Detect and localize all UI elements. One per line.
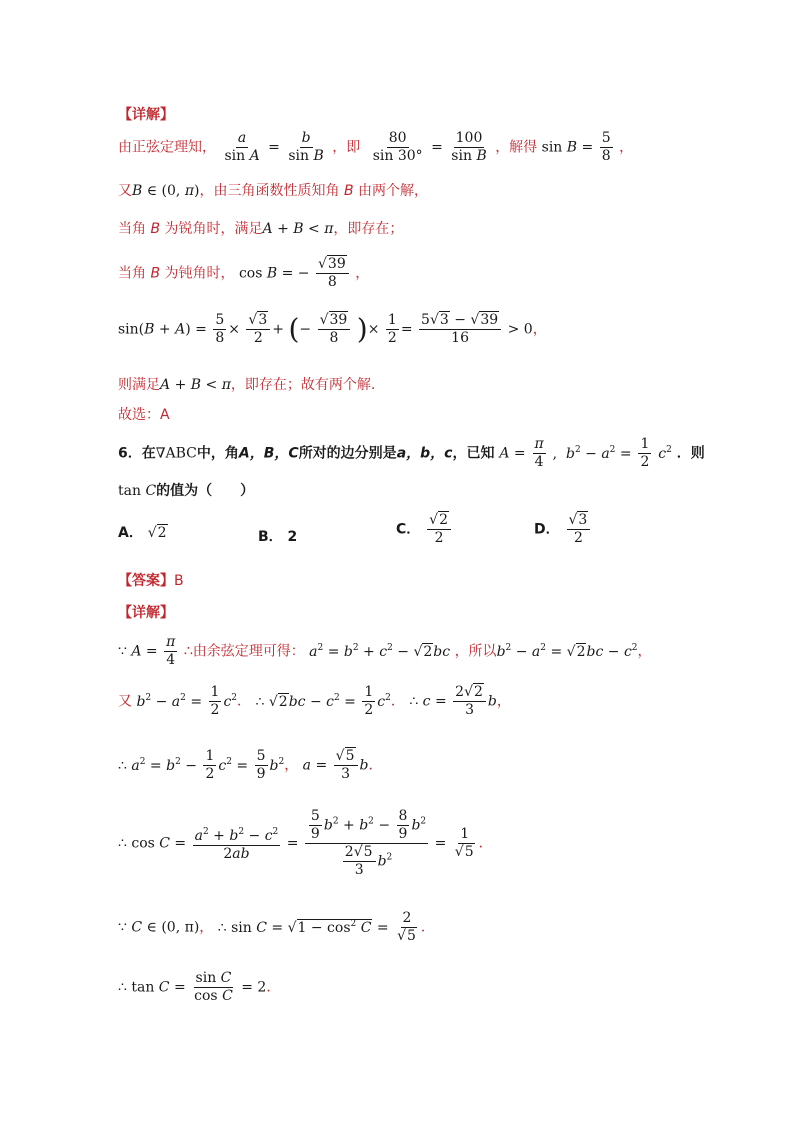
question-6-line-2: tan C的值为（ ）: [118, 483, 255, 499]
detail-label-1: 【详解】: [118, 107, 174, 123]
detail-answer-line: 故选：A: [118, 407, 170, 423]
option-c[interactable]: C． $\frac{√2}{2}$: [396, 512, 453, 547]
detail2-line-4-cosC: ∴ cos C = $\frac{a^2 + b^2 - c^2}{2ab}$ = $\frac{5}{9}$ $b^2 + b^2$ − $\frac{8}{9}$ $b^2$ $\frac{2√5}{3}$ $b^2$ = $\frac{1}{√5}$ ．: [118, 808, 493, 878]
option-d[interactable]: D． $\frac{√3}{2}$: [534, 512, 592, 547]
detail-line-5-formula: sin(B + A) = $\frac{5}{8}$ × $\frac{√3}{2}$ + (− $\frac{√39}{8}$ )× $\frac{1}{2}$ = $\frac{5√3 - √39}{16}$ > 0，: [118, 312, 547, 346]
answer-label: 【答案】: [118, 573, 174, 589]
detail-line-4: 当角 B 为钝角时， cos B = − $\frac{√39}{8}$ ，: [118, 256, 370, 290]
detail-line-2: 又B ∈ (0, π)，由三角函数性质知角 B 由两个解，: [118, 183, 429, 199]
detail2-line-2: 又 $b^2 - a^2$ = $\frac{1}{2}$ $c^2$． ∴ $√2bc - c^2$ = $\frac{1}{2}$ $c^2$． ∴ c = $\frac{2√2}{3}$ b，: [118, 684, 511, 718]
detail2-line-1: ∵ A = $\frac{\pi}{4}$ ∴由余弦定理可得： $a^2 = b^2 + c^2 - √2bc$ ，所以$b^2 - a^2 = √2bc - c^2$，: [118, 634, 652, 668]
detail2-line-6-tanC: ∴ tan C = $\frac{\text{sin C}}{\text{cos C}}$ = 2．: [118, 970, 281, 1004]
question-6-line-1: 6．在∇ABC中，角A，B，C所对的边分别是a，b，c，已知 A = $\frac{\pi}{4}$ , $b^2 - a^2$ = $\frac{1}{2}$ $c^2$ ．则: [118, 436, 705, 470]
detail-label-2: 【详解】: [118, 605, 174, 621]
detail-line-1: 由正弦定理知， $\frac{a}{\text{sin A}}$ = $\frac{b}{\text{sin B}}$ ，即 $\frac{80}{\sin 30^\circ}$ = $\frac{100}{\text{sin B}}$ ，解得 sin B = $\frac{5}{8}$ ，: [118, 130, 634, 164]
option-a[interactable]: A． √2: [118, 525, 167, 541]
detail-line-6: 则满足A + B < π，即存在；故有两个解.: [118, 377, 376, 393]
option-b[interactable]: B． 2: [258, 529, 298, 545]
detail-line-3: 当角 B 为锐角时，满足A + B < π，即存在；: [118, 221, 404, 237]
detail2-line-5-sinC: ∵ C ∈ (0, π)， ∴ $\sin C = √1 - \cos^2 C$ = $\frac{2}{√5}$ ．: [118, 910, 435, 944]
answer-value: B: [174, 573, 184, 589]
detail2-line-3: ∴ $a^2 = b^2$ − $\frac{1}{2}$ $c^2$ = $\frac{5}{9}$ $b^2$， a = $\frac{√5}{3}$ b．: [118, 748, 383, 782]
answer-line: [118, 570, 184, 590]
